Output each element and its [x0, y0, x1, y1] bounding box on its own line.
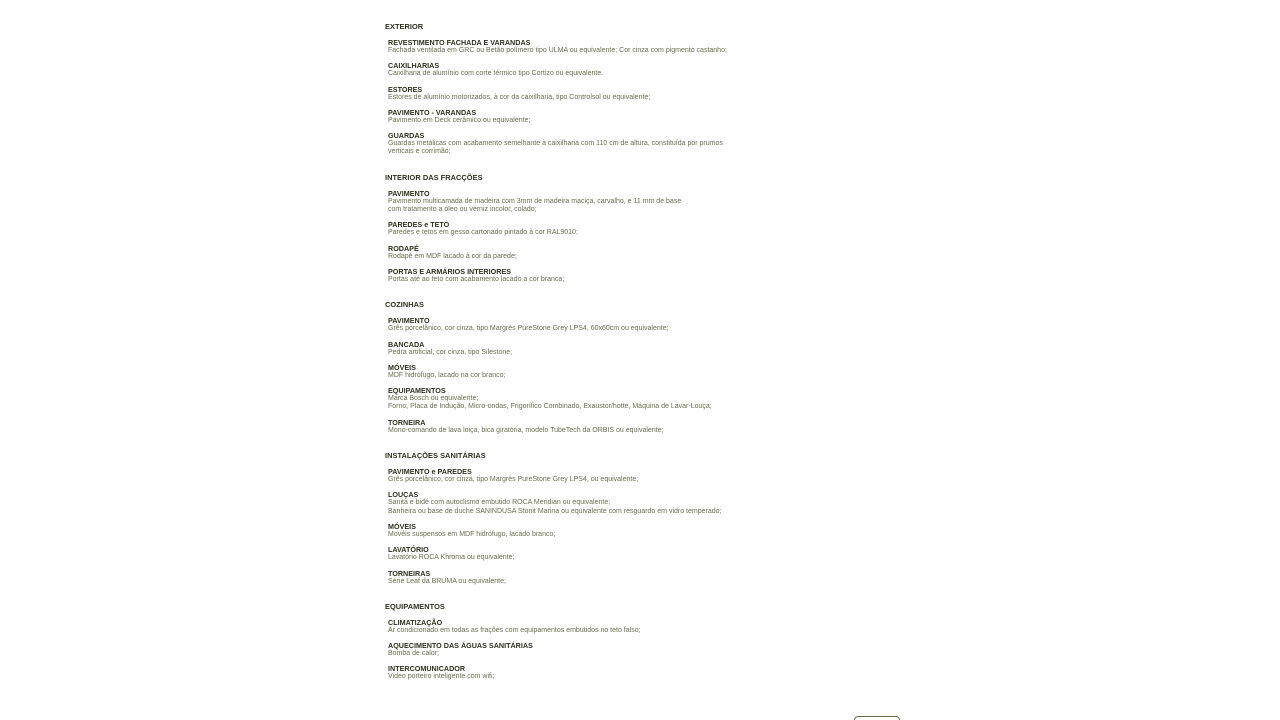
spec-item-title: EQUIPAMENTOS [388, 386, 446, 396]
spec-item [388, 245, 805, 261]
spec-item-description: Video porteiro inteligente com wifi; [388, 673, 495, 681]
spec-item [388, 387, 805, 412]
spec-item-description: Movéis suspensos em MDF hidrófugo, lacado branco; [388, 530, 556, 538]
spec-item-description: Banheira ou base de duche SANINDUSA Stonit Marina ou equivalente com resguardo em vidro temperado; [388, 507, 722, 515]
spec-item-title: ESTORES [388, 84, 423, 94]
spec-item [388, 190, 805, 215]
spec-section [385, 300, 805, 435]
spec-item-description: Portas até ao teto com acabamento lacado a cor branca; [388, 275, 565, 283]
section-spacer [385, 164, 805, 173]
spec-item [388, 109, 805, 125]
spec-item-description: Paredes e tetos em gesso cartonado pintado à cor RAL9010; [388, 229, 578, 237]
spec-item-description: Pavimento multicamada de madeira com 3mm de madeira maciça, carvalho, e 11 mm de base [388, 197, 682, 205]
spec-section [385, 602, 805, 682]
spec-item [388, 523, 805, 539]
spec-item-description: Forno, Placa de Indução, Micro-ondas, Frigorífico Combinado, Exaustor/hotte, Máquina de Lavar-Louça; [388, 403, 712, 411]
spec-item-title: LOUÇAS [388, 490, 419, 500]
spec-item-description: Pedra artificial, cor cinza, tipo Silestone; [388, 348, 513, 356]
spec-item [388, 86, 805, 102]
section-title: EQUIPAMENTOS [385, 601, 445, 611]
section-title: COZINHAS [385, 300, 424, 310]
spec-item-description: Marca Bosch ou equivalente; [388, 395, 479, 403]
section-title: INSTALAÇÕES SANITÁRIAS [385, 451, 486, 461]
spec-item-title: GUARDAS [388, 131, 425, 141]
spec-section [385, 173, 805, 284]
spec-item-description: Lavatório ROCA Khroma ou equivalente; [388, 554, 515, 562]
spec-item-title: MÓVEIS [388, 521, 416, 531]
spec-item [388, 619, 805, 635]
spec-item [388, 546, 805, 562]
spec-item-description: Ar condicionado em todas as frações com equipamentos embutidos no teto falso; [388, 626, 641, 634]
spec-item-title: REVESTIMENTO FACHADA E VARANDAS [388, 38, 531, 47]
spec-item [388, 132, 805, 157]
spec-item [388, 364, 805, 380]
spec-item [388, 39, 805, 55]
spec-item-description: verticais e corrimão; [388, 148, 451, 156]
spec-item [388, 268, 805, 284]
spec-item-title: PAVIMENTO [388, 316, 430, 326]
spec-item-title: PAVIMENTO e PAREDES [388, 467, 472, 477]
spec-item [388, 642, 805, 658]
spec-item-description: Rodapé em MDF lacado à cor da parede; [388, 252, 517, 260]
spec-item [388, 570, 805, 586]
spec-item-title: PAREDES e TETO [388, 220, 450, 230]
spec-item [388, 317, 805, 333]
spec-item-description: Fachada ventilada em GRC ou Betão polímero tipo ULMA ou equivalente; Cor cinza com pigmento castanho; [388, 47, 727, 54]
spec-item-description: Bomba de calor; [388, 650, 439, 658]
specifications-document [385, 22, 805, 689]
spec-item-description: Sanita e bidé com autoclismo embutido ROCA Meridian ou equivalente; [388, 499, 611, 507]
spec-item-description: Caixilharia de alumínio com corte térmico tipo Cortizo ou equivalente. [388, 70, 604, 78]
spec-item [388, 665, 805, 681]
spec-item-title: TORNEIRA [388, 417, 426, 427]
spec-item [388, 419, 805, 435]
spec-item-description: Mono-comando de lava loiça, bica giratória, modelo TubeTech da ORBIS ou equivalente; [388, 426, 664, 434]
section-spacer [385, 442, 805, 451]
spec-item [388, 491, 805, 516]
section-title: EXTERIOR [385, 22, 424, 31]
spec-item-title: CLIMATIZAÇÃO [388, 617, 443, 627]
section-spacer [385, 593, 805, 602]
spec-item-title: BANCADA [388, 339, 425, 349]
spec-item [388, 341, 805, 357]
spec-item-description: Grês porcelânico, cor cinza, tipo Margrès PureStone Grey LPS4, ou equivalente; [388, 476, 639, 484]
spec-item-title: AQUECIMENTO DAS ÁGUAS SANITÁRIAS [388, 641, 533, 651]
spec-item [388, 468, 805, 484]
spec-item-title: RODAPÉ [388, 243, 419, 253]
spec-item-title: PORTAS E ARMÁRIOS INTERIORES [388, 266, 511, 276]
spec-item-description: Estores de alumínio motorizados, à cor da caixilharia, tipo Controlsol ou equivalente; [388, 93, 651, 101]
spec-item [388, 221, 805, 237]
spec-item-title: LAVATÓRIO [388, 545, 429, 555]
spec-item-title: INTERCOMUNICADOR [388, 664, 466, 674]
spec-section [385, 22, 805, 157]
spec-item-description: com tratamento a óleo ou verniz incolor, colado; [388, 206, 537, 214]
spec-item-description: Pavimento em Deck cerâmico ou equivalente; [388, 116, 531, 124]
section-title: INTERIOR DAS FRACÇÕES [385, 172, 483, 182]
spec-item-title: TORNEIRAS [388, 568, 431, 578]
spec-item-description: Serie Leaf da BRUMA ou equivalente; [388, 577, 506, 585]
spec-item-title: CAIXILHARIAS [388, 61, 440, 71]
spec-item-title: MÓVEIS [388, 362, 416, 372]
section-spacer [385, 291, 805, 300]
spec-item-title: PAVIMENTO [388, 188, 430, 198]
spec-item-description: Grês porcelânico, cor cinza, tipo Margrès PureStone Grey LPS4, 60x60cm ou equivalente; [388, 325, 669, 333]
floating-button[interactable] [854, 716, 900, 720]
spec-section [385, 451, 805, 586]
spec-item-description: MDF hidrófugo, lacado na cor branco; [388, 371, 506, 379]
spec-item [388, 62, 805, 78]
spec-item-description: Guardas metálicas com acabamento semelhante à caixilharia com 110 cm de altura, constituída por prumos [388, 140, 723, 148]
spec-item-title: PAVIMENTO - VARANDAS [388, 107, 477, 117]
